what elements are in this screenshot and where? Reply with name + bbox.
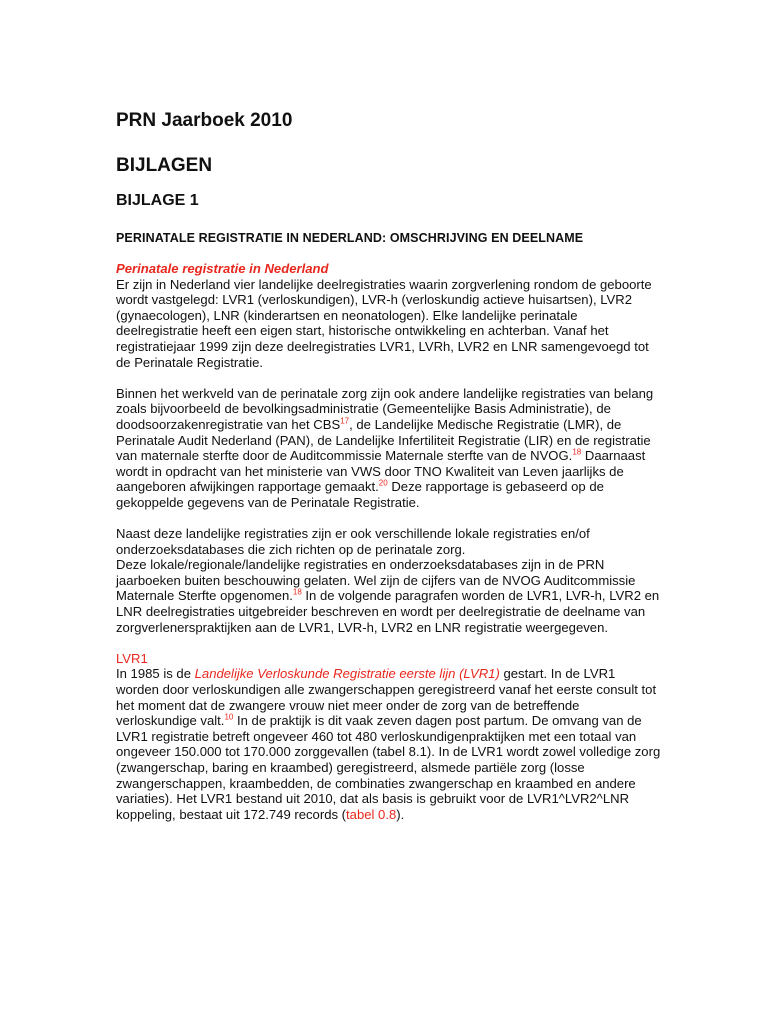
paragraph-heading: LVR1 bbox=[116, 650, 148, 666]
document-page bbox=[116, 108, 661, 838]
text-line: Naast deze landelijke registraties zijn er ook verschillende lokale registraties en/of onderzoeksdatabases die zich richten op de perinatale zorg. bbox=[116, 526, 590, 557]
paragraph-lvr1 bbox=[116, 651, 661, 823]
text-segment: Deze rapportage is gebaseerd op de gekoppelde gegevens van de Perinatale Registratie. bbox=[116, 479, 604, 510]
footnote-ref[interactable]: 10 bbox=[224, 712, 234, 722]
section-title: BIJLAGEN bbox=[116, 155, 213, 176]
text-segment: In de praktijk is dit vaak zeven dagen post partum. De omvang van de LVR1 registratie betreft ongeveer 460 tot 480 verloskundigenpraktijken met een totaal van ongeveer 150.000 tot 170.000 zorggevallen (tabel 8.1). In de LVR1 wordt zowel volledige zorg (zwangerschap, baring en kraambed) geregistreerd, alsmede partiële zorg (losse zwangerschappen, kraambedden, de combinaties zwangerschap en kraambed en andere variaties). Het LVR1 bestand uit 2010, dat als basis is gebruikt voor de LVR1^LVR2^LNR koppeling, bestaat uit 172.749 records ( bbox=[116, 713, 661, 822]
text-segment: gestart. In de LVR1 worden door verloskundigen alle zwangerschappen geregistreerd vanaf het eerste consult tot het moment dat de zwangere vrouw niet meer onder de zorg van de betreffende verloskundige valt. bbox=[116, 666, 657, 729]
footnote-ref[interactable]: 17 bbox=[340, 416, 350, 426]
text-segment: ). bbox=[396, 806, 405, 822]
text-segment: Binnen het werkveld van de perinatale zorg zijn ook andere landelijke registraties van belang zoals bijvoorbeeld de bevolkingsadministratie (Gemeentelijke Basis Administratie), de doodsoorzakenregistratie van het CBS bbox=[116, 385, 654, 432]
paragraph-heading: Perinatale registratie in Nederland bbox=[116, 261, 329, 276]
paragraph-other-registrations bbox=[116, 386, 661, 511]
footnote-ref[interactable]: 18 bbox=[292, 588, 302, 598]
text-segment: Deze lokale/regionale/landelijke registraties en onderzoeksdatabases zijn in de PRN jaarboeken buiten beschouwing gelaten. Wel zijn de cijfers van de NVOG Auditcommissie Maternale Sterfte opgenomen. bbox=[116, 557, 636, 604]
appendix-heading: PERINATALE REGISTRATIE IN NEDERLAND: OMSCHRIJVING EN DEELNAME bbox=[116, 231, 584, 245]
paragraph-perinatale-registratie bbox=[116, 261, 661, 370]
subsection-title: BIJLAGE 1 bbox=[116, 192, 199, 209]
paragraph-local-registrations bbox=[116, 526, 661, 635]
text-segment: In de volgende paragrafen worden de LVR1, LVR-h, LVR2 en LNR deelregistraties uitgebreider beschreven en wordt per deelregistratie de deelname van zorgverlenerspraktijken aan de LVR1, LVR-h, LVR2 en LNR registratie weergegeven. bbox=[116, 588, 660, 635]
document-title: PRN Jaarboek 2010 bbox=[116, 110, 293, 131]
footnote-ref[interactable]: 20 bbox=[378, 478, 388, 488]
registry-name-link[interactable]: Landelijke Verloskunde Registratie eerste lijn (LVR1) bbox=[194, 666, 500, 682]
text-segment: Daarnaast wordt in opdracht van het ministerie van VWS door TNO Kwaliteit van Leven jaarlijks de aangeboren afwijkingen rapportage gemaakt. bbox=[116, 448, 646, 495]
text-segment: , de Landelijke Medische Registratie (LMR), de Perinatale Audit Nederland (PAN), de Landelijke Infertiliteit Registratie (LIR) en de registratie van maternale sterfte door de Auditcommissie Maternale sterfte van de NVOG. bbox=[116, 416, 651, 464]
text-segment: In 1985 is de bbox=[116, 666, 195, 682]
table-reference-link[interactable]: tabel 0.8 bbox=[346, 806, 397, 822]
footnote-ref[interactable]: 18 bbox=[572, 447, 582, 457]
paragraph-text: Er zijn in Nederland vier landelijke deelregistraties waarin zorgverlening rondom de geboorte wordt vastgelegd: LVR1 (verloskundigen), LVR-h (verloskundig actieve huisartsen), LVR2 (gynaecologen), LNR (kinderartsen en neonatologen). Elke landelijke perinatale deelregistratie heeft een eigen start, historische ontwikkeling en achterban. Vanaf het registratiejaar 1999 zijn deze deelregistraties LVR1, LVRh, LVR2 en LNR samengevoegd tot de Perinatale Registratie. bbox=[116, 276, 652, 370]
